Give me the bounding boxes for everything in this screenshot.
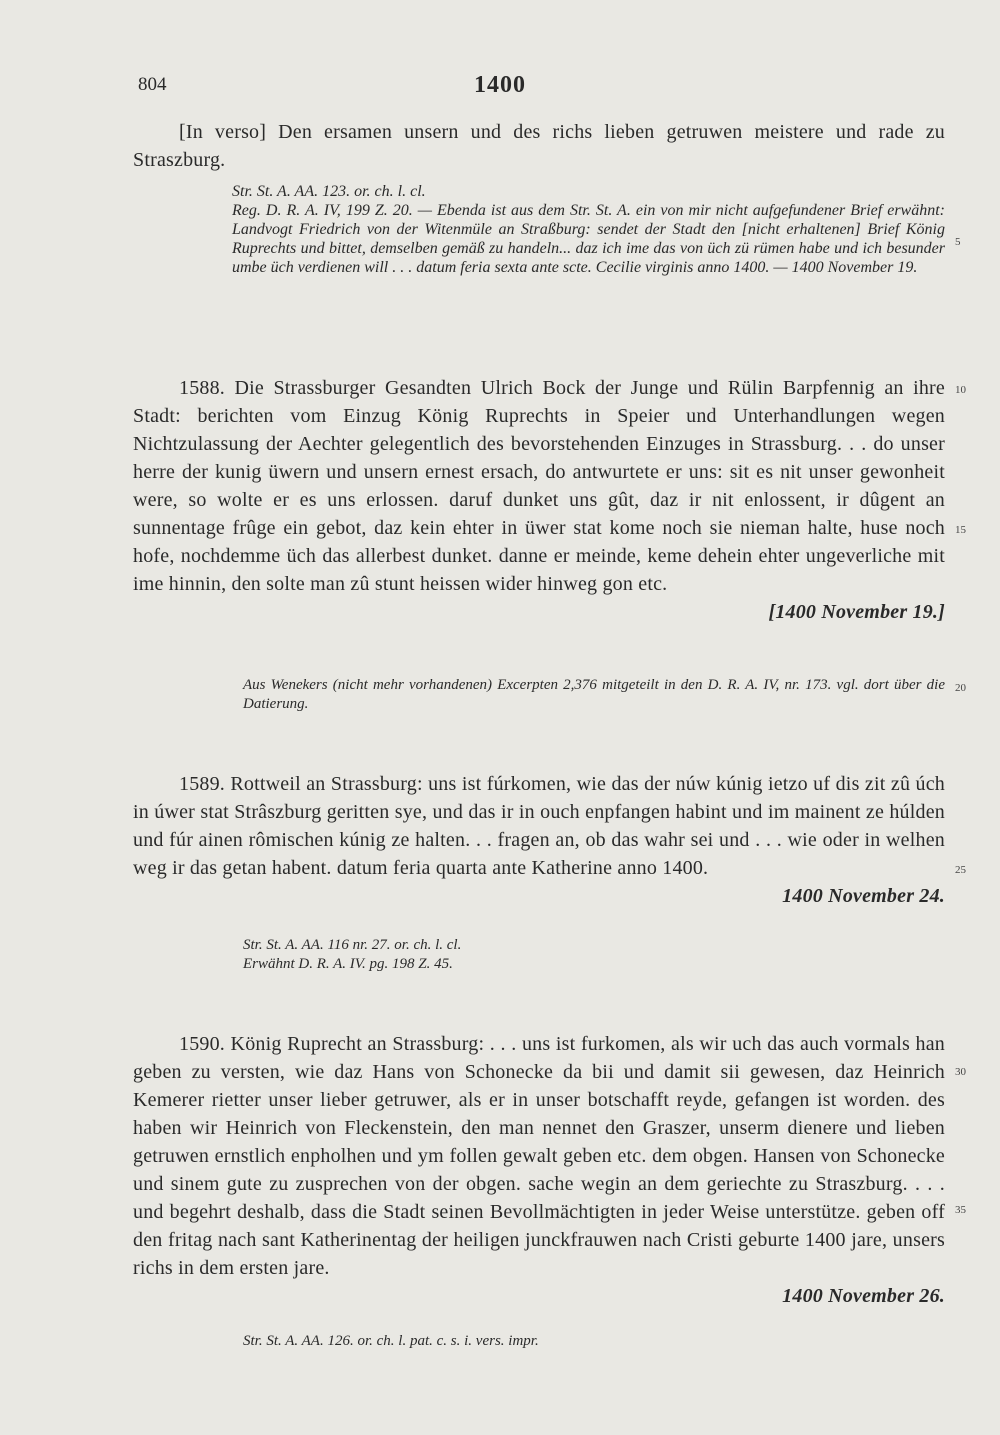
entry-1589 [133, 770, 945, 910]
archive-reference: Str. St. A. AA. 123. or. ch. l. cl. [232, 183, 426, 200]
page-number: 804 [138, 74, 167, 95]
entry-number: 1589. [179, 773, 225, 795]
mention-reference: Erwähnt D. R. A. IV. pg. 198 Z. 45. [243, 956, 453, 972]
archive-reference: Str. St. A. AA. 116 nr. 27. or. ch. l. cl. [243, 937, 462, 953]
entry-number: 1590. [179, 1033, 225, 1055]
margin-line-number: 10 [955, 384, 966, 396]
entry-1590 [133, 1030, 945, 1310]
margin-line-number: 30 [955, 1066, 966, 1078]
margin-line-number: 5 [955, 236, 961, 248]
margin-line-number: 25 [955, 864, 966, 876]
entry-date: [1400 November 19.] [768, 601, 945, 623]
entry-1588-source: Aus Wenekers (nicht mehr vorhandenen) Excerpten 2,376 mitgeteilt in den D. R. A. IV, nr. 173. vgl. dort über die Datierung. [243, 677, 945, 712]
margin-line-number: 15 [955, 524, 966, 536]
margin-line-number: 20 [955, 682, 966, 694]
register-note: Reg. D. R. A. IV, 199 Z. 20. — Ebenda ist aus dem Str. St. A. ein von mir nicht aufgefundener Brief erwähnt: Landvogt Friedrich von der Witenmüle an Straßburg: sendet der Stadt den [nicht erhaltenen] Brief König Ruprechts und bittet, demselben gemäß zu handeln... daz ich ime das von üch zü rümen habe und ich besunder umbe üch verdienen will . . . datum feria sexta ante scte. Cecilie virginis anno 1400. — 1400 November 19. [232, 202, 945, 276]
entry-number: 1588. [179, 377, 225, 399]
margin-line-number: 35 [955, 1204, 966, 1216]
entry-text: Rottweil an Strassburg: uns ist fúrkomen, wie das der núw kúnig ietzo uf dis zit zû úch in úwer stat Strâszburg geritten sye, und das ir in ouch enpfangen habint und im mainent ze húlden und fúr ainen rômischen kúnig ze halten. . . fragen an, ob das wahr sei und . . . wie oder in welhen weg ir das getan habent. datum feria quarta ante Katherine anno 1400. [133, 773, 946, 879]
entry-1589-source [243, 936, 943, 974]
archival-note [232, 182, 945, 277]
running-title: 1400 [474, 72, 526, 98]
address-line: [In verso] Den ersamen unsern und des richs lieben getruwen meistere und rade zu Straszburg. [133, 121, 945, 171]
entry-text: König Ruprecht an Strassburg: . . . uns ist furkomen, als wir uch das auch vormals han geben zu versten, wie daz Hans von Schonecke da bii und damit sii gewesen, daz Heinrich Kemerer rietter unser lieber getruwer, als er in unser botschafft reyde, gefangen ist worden. des haben wir Heinrich von Fleckenstein, den man nennet den Graszer, unserm dienere und lieben getruwen ernstlich enpholhen und ym follen gewalt geben etc. dem obgen. Hansen von Schonecke und sinem gute zu zusprechen von der obgen. sache wegin an dem geriechte zu Straszburg. . . . und begehrt deshalb, dass die Stadt seinen Bevollmächtigten in jeder Weise unterstütze. geben off den fritag nach sant Katherinentag der heiligen junckfrauwen nach Cristi geburte 1400 jare, unsers richs in dem ersten jare. [133, 1033, 945, 1279]
entry-date: 1400 November 24. [782, 885, 945, 907]
entry-date: 1400 November 26. [782, 1285, 945, 1307]
entry-1590-source: Str. St. A. AA. 126. or. ch. l. pat. c. s. i. vers. impr. [243, 1333, 539, 1349]
entry-text: Die Strassburger Gesandten Ulrich Bock der Junge und Rülin Barpfennig an ihre Stadt: berichten vom Einzug König Ruprechts in Speier und Unterhandlungen wegen Nichtzulassung der Aechter gelegentlich des bevorstehenden Einzuges in Strassburg. . . do unser herre der kunig üwern und unsern ernest ersach, do antwurtete er uns: sit es nit unser gewonheit were, so wolte er es uns erlossen. daruf dunket uns gût, daz ir nit enlossent, ir dûgent an sunnentage frûge ein gebot, daz kein ehter in üwer stat kome noch sie nieman halte, huse noch hofe, nochdemme üch das allerbest dunket. danne er meinde, keme dehein ehter ungeverliche mit ime hinnin, den solte man zû stunt heissen wider hinweg gon etc. [133, 377, 945, 595]
entry-1588 [133, 374, 945, 626]
